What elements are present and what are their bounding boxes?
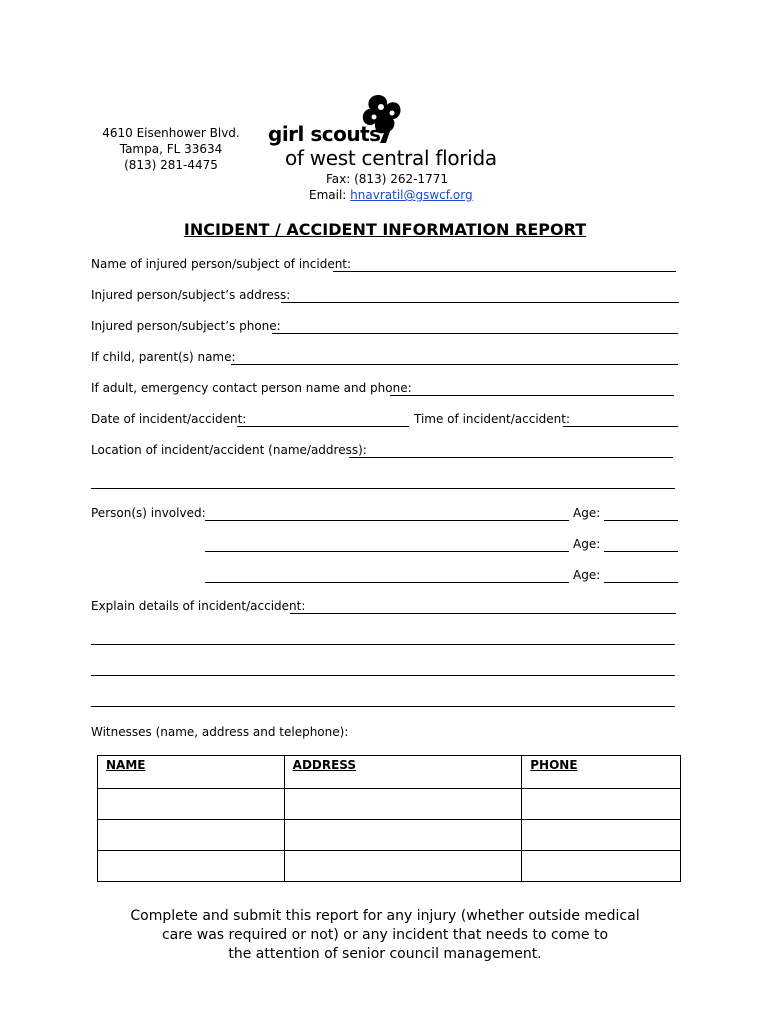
- address-street: 4610 Eisenhower Blvd.: [102, 126, 240, 140]
- emergency-contact-field[interactable]: [390, 395, 674, 396]
- injured-phone-label: Injured person/subject’s phone:: [91, 319, 281, 333]
- witness-phone-cell[interactable]: [522, 820, 681, 851]
- injured-address-field[interactable]: [281, 302, 679, 303]
- table-row: [98, 820, 681, 851]
- table-header-row: [98, 756, 681, 789]
- witness-name-cell[interactable]: [98, 789, 285, 820]
- person-involved-field-3[interactable]: [205, 582, 569, 583]
- witness-address-cell[interactable]: [284, 820, 522, 851]
- witnesses-label: Witnesses (name, address and telephone):: [91, 725, 349, 739]
- witness-table: [97, 755, 681, 882]
- date-label: Date of incident/accident:: [91, 412, 247, 426]
- witness-phone-cell[interactable]: [522, 789, 681, 820]
- table-row: [98, 851, 681, 882]
- age-field-3[interactable]: [604, 582, 678, 583]
- age-label-2: Age:: [573, 537, 601, 551]
- witness-phone-cell[interactable]: [522, 851, 681, 882]
- logo-girl-scouts: girl scouts: [268, 122, 381, 146]
- date-field[interactable]: [237, 426, 409, 427]
- injured-name-field[interactable]: [333, 271, 676, 272]
- witness-address-cell[interactable]: [284, 789, 522, 820]
- emergency-contact-label: If adult, emergency contact person name and phone:: [91, 381, 412, 395]
- table-row: [98, 789, 681, 820]
- parent-name-label: If child, parent(s) name:: [91, 350, 236, 364]
- age-label-3: Age:: [573, 568, 601, 582]
- injured-name-label: Name of injured person/subject of incident:: [91, 257, 352, 271]
- email-label: Email:: [309, 188, 351, 202]
- location-field[interactable]: [349, 457, 673, 458]
- age-field-2[interactable]: [604, 551, 678, 552]
- council-address: [96, 125, 246, 173]
- person-involved-field-1[interactable]: [205, 520, 569, 521]
- footer-line-2: care was required or not) or any incident that needs to come to: [161, 927, 609, 943]
- persons-involved-label: Person(s) involved:: [91, 506, 206, 520]
- explain-field-line4[interactable]: [91, 706, 675, 707]
- logo-west-central-florida: of west central florida: [285, 146, 497, 170]
- address-city: Tampa, FL 33634: [119, 142, 223, 156]
- witness-name-cell[interactable]: [98, 851, 285, 882]
- explain-field-line3[interactable]: [91, 675, 675, 676]
- fax-number: Fax: (813) 262-1771: [326, 172, 448, 186]
- age-field-1[interactable]: [604, 520, 678, 521]
- parent-name-field[interactable]: [231, 364, 678, 365]
- page-title: INCIDENT / ACCIDENT INFORMATION REPORT: [183, 220, 587, 239]
- location-label: Location of incident/accident (name/address):: [91, 443, 367, 457]
- age-label-1: Age:: [573, 506, 601, 520]
- address-phone: (813) 281-4475: [124, 158, 218, 172]
- time-field[interactable]: [563, 426, 678, 427]
- time-label: Time of incident/accident:: [414, 412, 571, 426]
- column-header-address: ADDRESS: [284, 756, 522, 789]
- footer-line-3: the attention of senior council management.: [228, 946, 542, 962]
- explain-label: Explain details of incident/accident:: [91, 599, 306, 613]
- explain-field-line2[interactable]: [91, 644, 675, 645]
- location-field-line2[interactable]: [91, 488, 675, 489]
- email-line: [309, 188, 473, 202]
- column-header-name: NAME: [98, 756, 285, 789]
- injured-phone-field[interactable]: [272, 333, 678, 334]
- witness-address-cell[interactable]: [284, 851, 522, 882]
- footer-instructions: [0, 907, 770, 964]
- explain-field[interactable]: [290, 613, 676, 614]
- footer-line-1: Complete and submit this report for any injury (whether outside medical: [130, 908, 640, 924]
- column-header-phone: PHONE: [522, 756, 681, 789]
- email-link[interactable]: hnavratil@gswcf.org: [350, 188, 473, 202]
- witness-name-cell[interactable]: [98, 820, 285, 851]
- person-involved-field-2[interactable]: [205, 551, 569, 552]
- injured-address-label: Injured person/subject’s address:: [91, 288, 291, 302]
